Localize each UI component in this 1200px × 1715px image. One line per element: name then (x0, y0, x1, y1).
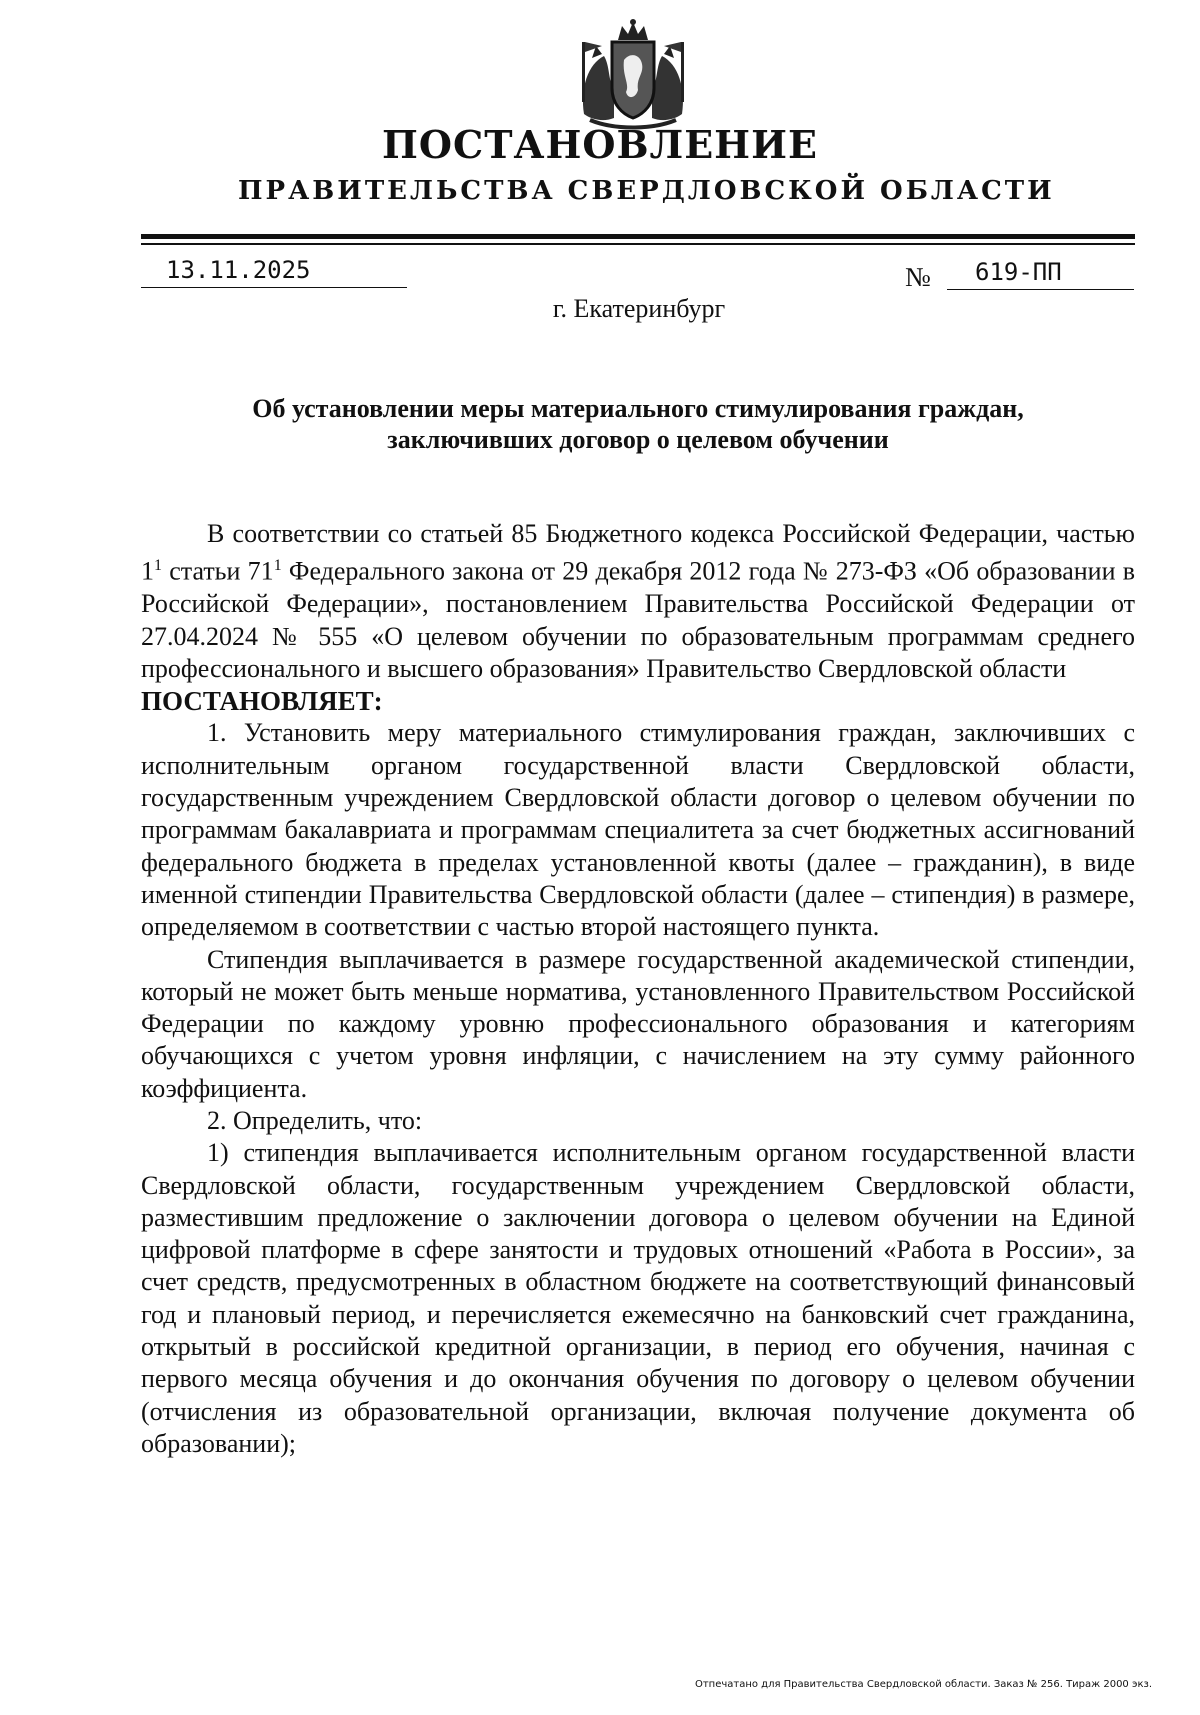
number-underline (947, 289, 1134, 290)
paragraph-2: 2. Определить, что: (207, 1106, 423, 1135)
document-title (141, 393, 1135, 455)
header-divider-thin (141, 243, 1135, 245)
paragraph-1: 1. Установить меру материального стимулирования граждан, заключивших с исполнительным органом государственной власти Свердловской области, государственным учреждением Свердловской области договор о целевом обучении по программам бакалавриата и программам специалитета за счет бюджетных ассигнований федерального бюджета в пределах установленной квоты (далее – гражданин), в виде именной стипендии Правительства Свердловской области (далее – стипендия) в размере, определяемом в соответствии с частью второй настоящего пункта. (141, 718, 1135, 942)
document-date: 13.11.2025 (166, 256, 311, 284)
paragraph-2-item-1: 1) стипендия выплачивается исполнительным органом государственной власти Свердловской области, государственным учреждением Свердловской области, разместившим предложение о заключении договора о целевом обучении на Единой цифровой платформе в сфере занятости и трудовых отношений «Работа в России», за счет средств, предусмотренных в областном бюджете на соответствующий финансовый год и плановый период, и перечисляется ежемесячно на банковский счет гражданина, открытый в российской кредитной организации, в период его обучения, начиная с первого месяца обучения и до окончания обучения по договору о целевом обучении (отчисления из образовательной организации, включая получение документа об образовании); (141, 1138, 1135, 1458)
document-type-heading: ПОСТАНОВЛЕНИЕ (382, 122, 818, 167)
printing-footnote: Отпечатано для Правительства Свердловской области. Заказ № 256. Тираж 2000 экз. (694, 1679, 1152, 1690)
document-title-line-2: заключивших договор о целевом обучении (387, 425, 889, 454)
document-number: 619-ПП (975, 258, 1062, 286)
document-body (141, 518, 1135, 1460)
intro-superscript-1: 1 (154, 557, 162, 575)
coat-of-arms-emblem (574, 18, 692, 130)
paragraph-1-part-2: Стипендия выплачивается в размере государственной академической стипендии, который не может быть меньше норматива, установленного Правительством Российской Федерации по каждому уровню профессионального образования и категориям обучающихся с учетом уровня инфляции, с начислением на эту сумму районного коэффициента. (141, 944, 1135, 1103)
intro-superscript-2: 1 (273, 557, 282, 575)
intro-paragraph (141, 518, 1135, 685)
date-underline (141, 287, 407, 288)
intro-text-1: В соответствии со статьей 85 Бюджетного кодекса Российской Федерации, частью 1 (141, 519, 1135, 586)
intro-text-2: статьи 71 (162, 556, 274, 586)
document-title-line-1: Об установлении меры материального стимулирования граждан, (252, 394, 1024, 423)
intro-text-3: Федерального закона от 29 декабря 2012 года № 273-ФЗ «Об образовании в Российской Федерации», постановлением Правительства Российской Федерации от 27.04.2024 № 555 «О целевом обучении по образовательным программам среднего профессионального и высшего образования» Правительство Свердловской области (141, 556, 1135, 683)
decree-word: ПОСТАНОВЛЯЕТ: (141, 686, 383, 717)
number-sign: № (905, 262, 931, 292)
document-city: г. Екатеринбург (552, 294, 726, 323)
header-divider-thick (141, 234, 1135, 239)
issuing-authority-heading: ПРАВИТЕЛЬСТВА СВЕРДЛОВСКОЙ ОБЛАСТИ (238, 176, 1055, 206)
